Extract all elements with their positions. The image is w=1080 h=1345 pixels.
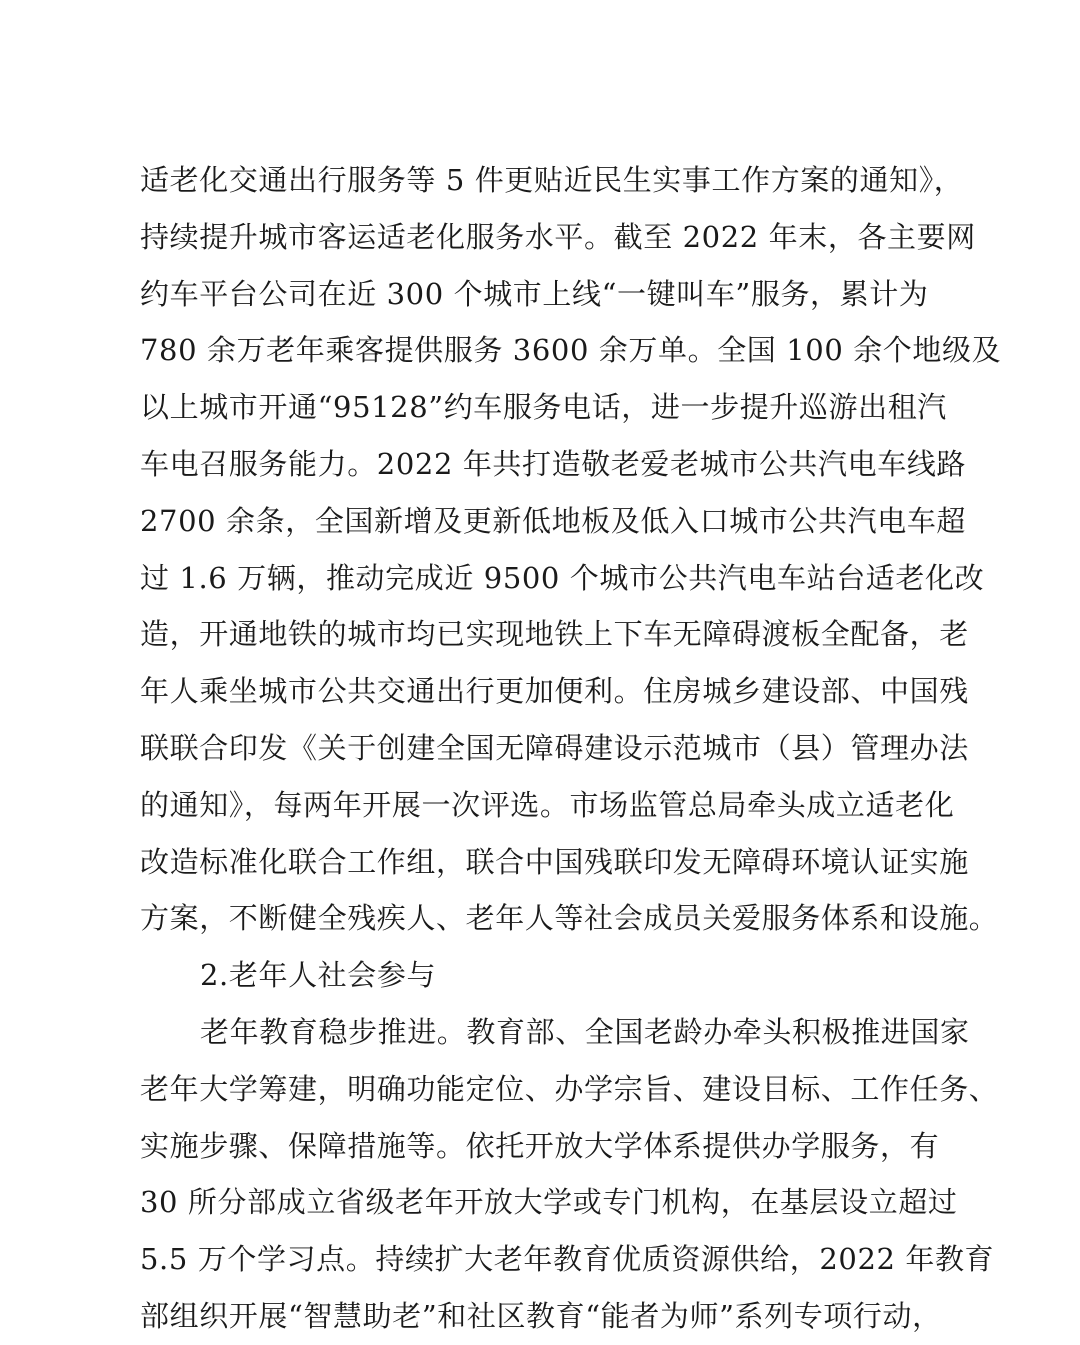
- text-line: 约车平台公司在近 300 个城市上线“一键叫车”服务，累计为: [140, 276, 929, 311]
- text-line: 实施步骤、保障措施等。依托开放大学体系提供办学服务，有: [140, 1128, 940, 1163]
- text-line: 联联合印发《关于创建全国无障碍建设示范城市（县）管理办法: [140, 730, 969, 765]
- text-line: 持续提升城市客运适老化服务水平。截至 2022 年末，各主要网: [140, 219, 976, 254]
- text-line: 的通知》，每两年开展一次评选。市场监管总局牵头成立适老化: [140, 787, 955, 822]
- text-line: 改造标准化联合工作组，联合中国残联印发无障碍环境认证实施: [140, 844, 969, 879]
- text-line: 以上城市开通“95128”约车服务电话，进一步提升巡游出租汽: [140, 390, 947, 425]
- text-line: 车电召服务能力。2022 年共打造敬老爱老城市公共汽电车线路: [140, 446, 967, 481]
- text-line: 5.5 万个学习点。持续扩大老年教育优质资源供给，2022 年教育: [140, 1242, 995, 1277]
- section-heading: 2.老年人社会参与: [200, 958, 437, 993]
- text-line: 2700 余条，全国新增及更新低地板及低入口城市公共汽电车超: [140, 503, 967, 538]
- text-line: 造，开通地铁的城市均已实现地铁上下车无障碍渡板全配备，老: [140, 617, 969, 652]
- text-line: 部组织开展“智慧助老”和社区教育“能者为师”系列专项行动，: [140, 1298, 942, 1333]
- text-line: 过 1.6 万辆，推动完成近 9500 个城市公共汽电车站台适老化改: [140, 560, 985, 595]
- text-line: 老年大学筹建，明确功能定位、办学宗旨、建设目标、工作任务、: [140, 1071, 999, 1106]
- body-text: [140, 152, 1002, 1345]
- text-line: 适老化交通出行服务等 5 件更贴近民生实事工作方案的通知》，: [140, 163, 964, 197]
- text-line: 方案，不断健全残疾人、老年人等社会成员关爱服务体系和设施。: [140, 901, 999, 936]
- text-line: 30 所分部成立省级老年开放大学或专门机构，在基层设立超过: [140, 1185, 958, 1220]
- text-line: 年人乘坐城市公共交通出行更加便利。住房城乡建设部、中国残: [140, 674, 969, 709]
- paragraph-first-line: 老年教育稳步推进。教育部、全国老龄办牵头积极推进国家: [200, 1014, 970, 1049]
- text-line: 780 余万老年乘客提供服务 3600 余万单。全国 100 余个地级及: [140, 333, 1002, 368]
